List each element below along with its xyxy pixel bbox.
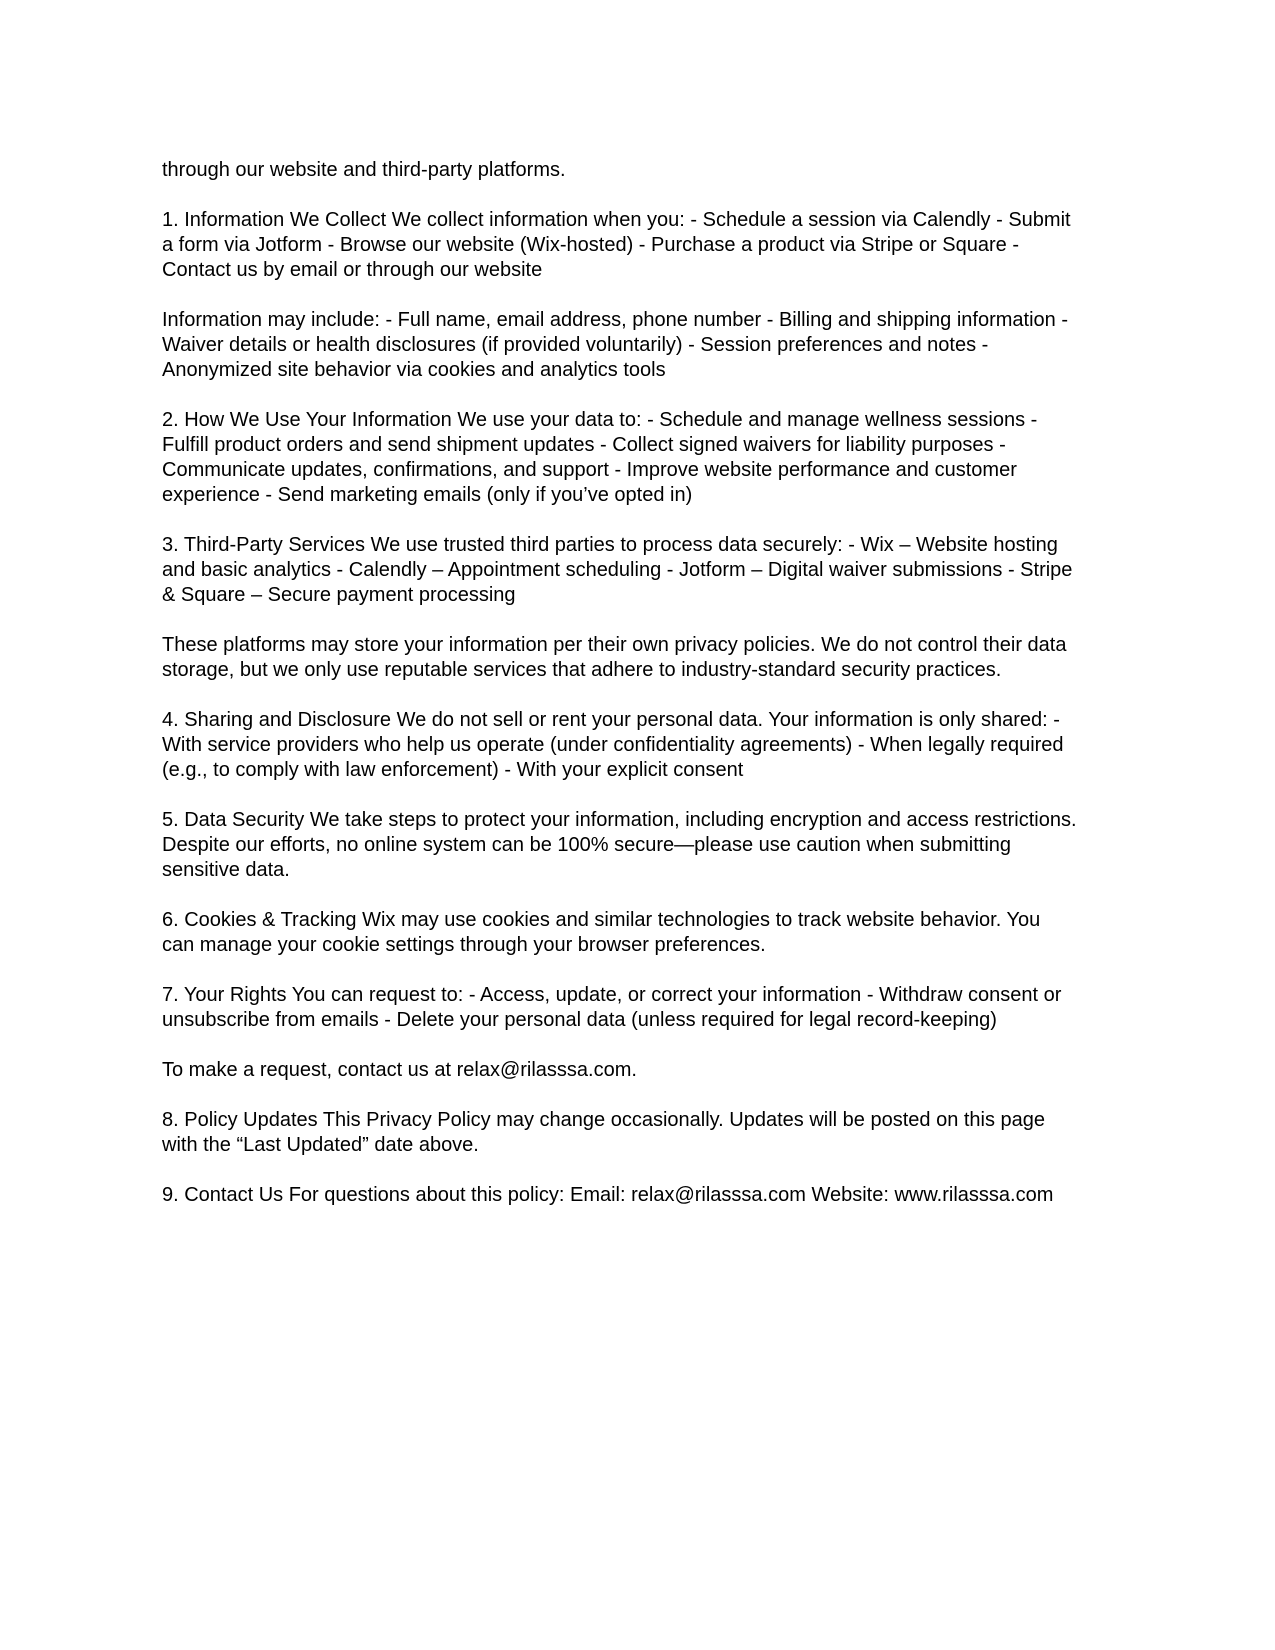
text-line: 8. Policy Updates This Privacy Policy may change occasionally. Updates will be posted on this page (162, 1109, 1046, 1131)
text-line: 1. Information We Collect We collect information when you: - Schedule a session via Calendly - Submit (162, 209, 1071, 231)
text-line: 9. Contact Us For questions about this policy: Email: relax@rilasssa.com Website: www.rilasssa.com (162, 1184, 1054, 1206)
text-line: and basic analytics - Calendly – Appointment scheduling - Jotform – Digital waiver submissions - Stripe (162, 559, 1073, 581)
section-5-data-security (162, 808, 1122, 883)
information-may-include-paragraph (162, 308, 1122, 383)
text-line: Anonymized site behavior via cookies and analytics tools (162, 359, 666, 381)
policy-text-body (162, 158, 1122, 1233)
text-line: can manage your cookie settings through your browser preferences. (162, 934, 766, 956)
section-1-information-we-collect (162, 208, 1122, 283)
section-8-policy-updates (162, 1108, 1122, 1158)
text-line: through our website and third-party platforms. (162, 159, 566, 181)
text-line: 5. Data Security We take steps to protect your information, including encryption and access restrictions. (162, 809, 1077, 831)
text-line: To make a request, contact us at relax@rilasssa.com. (162, 1059, 637, 1081)
text-line: Fulfill product orders and send shipment updates - Collect signed waivers for liability purposes - (162, 434, 1006, 456)
text-line: 7. Your Rights You can request to: - Access, update, or correct your information - Withdraw consent or (162, 984, 1062, 1006)
text-line: Communicate updates, confirmations, and support - Improve website performance and customer (162, 459, 1017, 481)
text-line: a form via Jotform - Browse our website (Wix-hosted) - Purchase a product via Stripe or Square - (162, 234, 1019, 256)
section-2-how-we-use (162, 408, 1122, 508)
text-line: 3. Third-Party Services We use trusted third parties to process data securely: - Wix – Website hosting (162, 534, 1058, 556)
text-line: 6. Cookies & Tracking Wix may use cookies and similar technologies to track website behavior. You (162, 909, 1041, 931)
text-line: (e.g., to comply with law enforcement) - With your explicit consent (162, 759, 744, 781)
section-7-your-rights (162, 983, 1122, 1033)
section-4-sharing-disclosure (162, 708, 1122, 783)
text-line: unsubscribe from emails - Delete your personal data (unless required for legal record-keeping) (162, 1009, 997, 1031)
text-line: These platforms may store your information per their own privacy policies. We do not control their data (162, 634, 1067, 656)
text-line: With service providers who help us operate (under confidentiality agreements) - When legally required (162, 734, 1064, 756)
third-party-storage-paragraph (162, 633, 1122, 683)
section-3-third-party-services (162, 533, 1122, 608)
text-line: Information may include: - Full name, email address, phone number - Billing and shipping information - (162, 309, 1069, 331)
text-line: Waiver details or health disclosures (if provided voluntarily) - Session preferences and notes - (162, 334, 989, 356)
text-line: Despite our efforts, no online system can be 100% secure—please use caution when submitting (162, 834, 1012, 856)
text-line: experience - Send marketing emails (only if you’ve opted in) (162, 484, 693, 506)
section-9-contact-us (162, 1183, 1122, 1208)
text-line: 2. How We Use Your Information We use your data to: - Schedule and manage wellness sessions - (162, 409, 1038, 431)
text-line: & Square – Secure payment processing (162, 584, 516, 606)
text-line: 4. Sharing and Disclosure We do not sell or rent your personal data. Your information is only shared: - (162, 709, 1060, 731)
text-line: sensitive data. (162, 859, 290, 881)
text-line: Contact us by email or through our website (162, 259, 543, 281)
text-line: with the “Last Updated” date above. (162, 1134, 479, 1156)
section-6-cookies-tracking (162, 908, 1122, 958)
text-line: storage, but we only use reputable services that adhere to industry-standard security practices. (162, 659, 1002, 681)
make-request-paragraph (162, 1058, 1122, 1083)
intro-paragraph (162, 158, 1122, 183)
